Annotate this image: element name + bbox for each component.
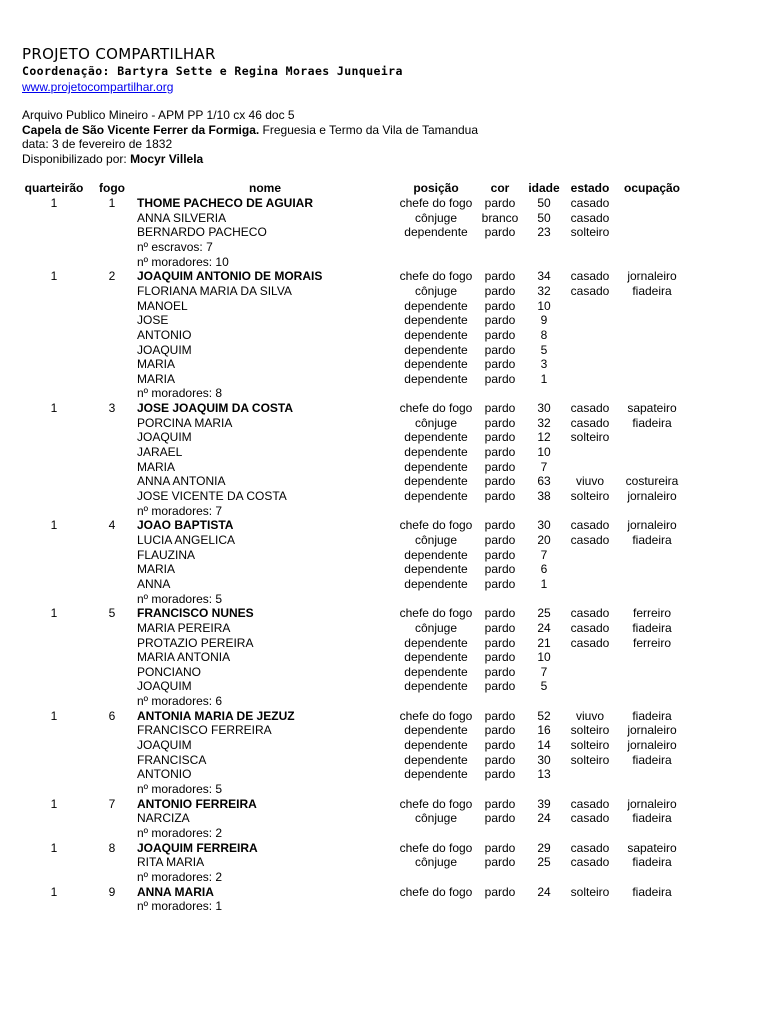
- cell-cor: pardo: [484, 342, 516, 357]
- household-head-row: [0, 518, 768, 532]
- cell-cor: pardo: [484, 313, 516, 328]
- cell-nome: nº moradores: 8: [137, 386, 223, 401]
- cell-ocupacao: fiadeira: [632, 884, 672, 899]
- household-member-row: [0, 372, 768, 386]
- cell-ocupacao: jornaleiro: [627, 518, 677, 533]
- cell-nome: ANNA SILVERIA: [137, 210, 227, 225]
- cell-cor: pardo: [484, 547, 516, 562]
- cell-estado: solteiro: [570, 752, 610, 767]
- cell-quarteirao: 1: [50, 708, 58, 723]
- cell-quarteirao: 1: [50, 401, 58, 416]
- cell-cor: pardo: [484, 811, 516, 826]
- cell-nome: MARIA: [137, 459, 176, 474]
- cell-posicao: chefe do fogo: [399, 840, 473, 855]
- cell-ocupacao: fiadeira: [632, 811, 672, 826]
- cell-posicao: dependente: [404, 767, 468, 782]
- cell-quarteirao: 1: [50, 796, 58, 811]
- cell-estado: casado: [570, 840, 610, 855]
- household-member-row: [0, 577, 768, 591]
- cell-fogo: 1: [108, 196, 116, 210]
- cell-posicao: cônjuge: [414, 855, 458, 870]
- household-member-row: [0, 679, 768, 693]
- cell-cor: pardo: [484, 752, 516, 767]
- cell-nome: PORCINA MARIA: [137, 415, 233, 430]
- cell-cor: pardo: [484, 664, 516, 679]
- cell-estado: solteiro: [570, 430, 610, 445]
- cell-nome: FRANCISCO NUNES: [137, 606, 254, 621]
- household-member-row: [0, 284, 768, 298]
- cell-idade: 30: [537, 518, 551, 533]
- household-member-row: [0, 474, 768, 488]
- cell-idade: 7: [540, 459, 548, 474]
- cell-fogo: 9: [108, 884, 116, 899]
- cell-idade: 32: [537, 415, 551, 430]
- cell-estado: casado: [570, 855, 610, 870]
- cell-cor: pardo: [484, 562, 516, 577]
- household-member-row: [0, 548, 768, 562]
- cell-cor: pardo: [484, 445, 516, 460]
- cell-posicao: dependente: [404, 547, 468, 562]
- cell-nome: JARAEL: [137, 445, 183, 460]
- cell-ocupacao: jornaleiro: [627, 738, 677, 753]
- col-quarteirao: quarteirão: [24, 181, 84, 195]
- cell-nome: JOAQUIM: [137, 342, 192, 357]
- cell-quarteirao: 1: [50, 606, 58, 621]
- household-member-row: [0, 299, 768, 313]
- archive-reference: Arquivo Publico Mineiro - APM PP 1/10 cx 46 doc 5: [22, 108, 295, 122]
- cell-cor: pardo: [484, 532, 516, 547]
- household-member-row: [0, 416, 768, 430]
- cell-fogo: 5: [108, 606, 116, 621]
- cell-nome: FRANCISCA: [137, 752, 207, 767]
- cell-idade: 32: [537, 283, 551, 298]
- cell-posicao: cônjuge: [414, 210, 458, 225]
- cell-posicao: dependente: [404, 371, 468, 386]
- household-head-row: [0, 401, 768, 415]
- household-head-row: [0, 841, 768, 855]
- cell-nome: FLORIANA MARIA DA SILVA: [137, 283, 292, 298]
- cell-posicao: cônjuge: [414, 620, 458, 635]
- cell-posicao: dependente: [404, 489, 468, 503]
- cell-fogo: 6: [108, 708, 116, 723]
- cell-nome: JOAQUIM ANTONIO DE MORAIS: [137, 269, 323, 284]
- household-member-row: [0, 225, 768, 239]
- cell-posicao: dependente: [404, 298, 468, 313]
- chapel-name: Capela de São Vicente Ferrer da Formiga.: [22, 123, 260, 137]
- cell-idade: 12: [537, 430, 551, 445]
- cell-idade: 5: [540, 679, 548, 694]
- cell-posicao: dependente: [404, 664, 468, 679]
- cell-cor: pardo: [484, 650, 516, 665]
- household-head-row: [0, 885, 768, 899]
- cell-idade: 24: [537, 620, 551, 635]
- household-member-row: [0, 723, 768, 737]
- cell-ocupacao: fiadeira: [632, 620, 672, 635]
- cell-fogo: 2: [108, 269, 116, 284]
- cell-nome: RITA MARIA: [137, 855, 205, 870]
- cell-posicao: dependente: [404, 430, 468, 445]
- household-note-row: [0, 504, 768, 518]
- cell-posicao: chefe do fogo: [399, 518, 473, 533]
- cell-posicao: cônjuge: [414, 283, 458, 298]
- cell-cor: pardo: [484, 855, 516, 870]
- cell-cor: pardo: [484, 767, 516, 782]
- cell-idade: 7: [540, 664, 548, 679]
- household-member-row: [0, 562, 768, 576]
- cell-fogo: 3: [108, 401, 116, 416]
- household-member-row: [0, 313, 768, 327]
- cell-idade: 3: [540, 357, 548, 372]
- cell-posicao: chefe do fogo: [399, 796, 473, 811]
- cell-posicao: dependente: [404, 635, 468, 650]
- household-member-row: [0, 738, 768, 752]
- cell-estado: solteiro: [570, 738, 610, 753]
- cell-posicao: dependente: [404, 313, 468, 328]
- cell-posicao: cônjuge: [414, 811, 458, 826]
- cell-cor: pardo: [484, 196, 516, 210]
- cell-idade: 13: [537, 767, 551, 782]
- cell-nome: JOAO BAPTISTA: [137, 518, 234, 533]
- cell-fogo: 7: [108, 796, 116, 811]
- household-note-row: [0, 592, 768, 606]
- household-member-row: [0, 445, 768, 459]
- cell-idade: 1: [540, 576, 548, 591]
- cell-idade: 6: [540, 562, 548, 577]
- cell-idade: 50: [537, 210, 551, 225]
- cell-estado: viuvo: [575, 708, 604, 723]
- household-member-row: [0, 430, 768, 444]
- cell-idade: 10: [537, 650, 551, 665]
- cell-nome: MANOEL: [137, 298, 188, 313]
- cell-cor: pardo: [484, 723, 516, 738]
- cell-idade: 10: [537, 445, 551, 460]
- household-head-row: [0, 606, 768, 620]
- project-title: PROJETO COMPARTILHAR: [22, 45, 216, 63]
- cell-idade: 10: [537, 298, 551, 313]
- cell-posicao: dependente: [404, 562, 468, 577]
- household-head-row: [0, 709, 768, 723]
- cell-nome: MARIA: [137, 562, 176, 577]
- cell-posicao: cônjuge: [414, 415, 458, 430]
- cell-idade: 16: [537, 723, 551, 738]
- household-note-row: [0, 386, 768, 400]
- cell-ocupacao: sapateiro: [627, 401, 677, 416]
- cell-nome: nº escravos: 7: [137, 239, 213, 254]
- cell-ocupacao: fiadeira: [632, 855, 672, 870]
- cell-estado: casado: [570, 269, 610, 284]
- household-member-row: [0, 636, 768, 650]
- cell-estado: casado: [570, 415, 610, 430]
- cell-nome: MARIA: [137, 357, 176, 372]
- household-member-row: [0, 665, 768, 679]
- cell-idade: 24: [537, 811, 551, 826]
- cell-nome: JOSE JOAQUIM DA COSTA: [137, 401, 294, 416]
- cell-nome: ANTONIO FERREIRA: [137, 796, 257, 811]
- household-member-row: [0, 753, 768, 767]
- cell-nome: MARIA ANTONIA: [137, 650, 231, 665]
- household-member-row: [0, 767, 768, 781]
- cell-idade: 39: [537, 796, 551, 811]
- cell-nome: ANTONIO: [137, 767, 192, 782]
- cell-cor: pardo: [484, 606, 516, 621]
- cell-cor: pardo: [484, 489, 516, 503]
- household-member-row: [0, 855, 768, 869]
- household-member-row: [0, 460, 768, 474]
- cell-cor: pardo: [484, 225, 516, 240]
- cell-ocupacao: fiadeira: [632, 752, 672, 767]
- cell-nome: ANNA ANTONIA: [137, 474, 226, 489]
- cell-ocupacao: jornaleiro: [627, 796, 677, 811]
- cell-estado: casado: [570, 620, 610, 635]
- cell-nome: NARCIZA: [137, 811, 190, 826]
- cell-idade: 9: [540, 313, 548, 328]
- cell-quarteirao: 1: [50, 196, 58, 210]
- cell-nome: JOSE VICENTE DA COSTA: [137, 489, 287, 503]
- household-note-row: [0, 826, 768, 840]
- cell-nome: nº moradores: 5: [137, 591, 223, 606]
- cell-estado: casado: [570, 532, 610, 547]
- cell-estado: casado: [570, 518, 610, 533]
- cell-ocupacao: jornaleiro: [627, 269, 677, 284]
- household-member-row: [0, 650, 768, 664]
- cell-nome: FRANCISCO FERREIRA: [137, 723, 272, 738]
- cell-nome: LUCIA ANGELICA: [137, 532, 236, 547]
- cell-nome: nº moradores: 6: [137, 694, 223, 709]
- cell-posicao: dependente: [404, 650, 468, 665]
- cell-estado: casado: [570, 401, 610, 416]
- cell-idade: 25: [537, 855, 551, 870]
- cell-ocupacao: fiadeira: [632, 708, 672, 723]
- cell-nome: FLAUZINA: [137, 547, 196, 562]
- cell-estado: solteiro: [570, 489, 610, 503]
- cell-nome: ANNA MARIA: [137, 884, 214, 899]
- col-ocupacao: ocupação: [623, 181, 680, 195]
- household-member-row: [0, 357, 768, 371]
- cell-cor: pardo: [484, 884, 516, 899]
- cell-quarteirao: 1: [50, 884, 58, 899]
- col-idade: idade: [528, 181, 560, 195]
- cell-ocupacao: ferreiro: [632, 635, 671, 650]
- cell-ocupacao: sapateiro: [627, 840, 677, 855]
- household-head-row: [0, 269, 768, 283]
- cell-nome: nº moradores: 7: [137, 503, 223, 518]
- available-by: [22, 152, 203, 166]
- cell-quarteirao: 1: [50, 269, 58, 284]
- cell-idade: 34: [537, 269, 551, 284]
- cell-ocupacao: jornaleiro: [627, 489, 677, 503]
- cell-nome: nº moradores: 2: [137, 825, 223, 840]
- cell-posicao: chefe do fogo: [399, 269, 473, 284]
- cell-nome: nº moradores: 2: [137, 869, 223, 884]
- cell-posicao: chefe do fogo: [399, 606, 473, 621]
- project-url-link[interactable]: www.projetocompartilhar.org: [22, 80, 174, 94]
- cell-idade: 23: [537, 225, 551, 240]
- cell-nome: PROTAZIO PEREIRA: [137, 635, 254, 650]
- cell-fogo: 4: [108, 518, 116, 533]
- cell-posicao: dependente: [404, 752, 468, 767]
- household-head-row: [0, 196, 768, 210]
- household-member-row: [0, 533, 768, 547]
- household-member-row: [0, 211, 768, 225]
- cell-idade: 30: [537, 401, 551, 416]
- parish-name: Freguesia e Termo da Vila de Tamandua: [259, 123, 479, 137]
- cell-posicao: dependente: [404, 445, 468, 460]
- cell-posicao: chefe do fogo: [399, 708, 473, 723]
- document-date: data: 3 de fevereiro de 1832: [22, 137, 173, 151]
- cell-estado: casado: [570, 210, 610, 225]
- cell-estado: solteiro: [570, 884, 610, 899]
- cell-posicao: dependente: [404, 474, 468, 489]
- cell-nome: JOAQUIM: [137, 679, 192, 694]
- cell-cor: pardo: [484, 738, 516, 753]
- cell-idade: 63: [537, 474, 551, 489]
- cell-fogo: 8: [108, 840, 116, 855]
- cell-estado: casado: [570, 283, 610, 298]
- cell-cor: pardo: [484, 430, 516, 445]
- cell-cor: pardo: [484, 840, 516, 855]
- cell-ocupacao: ferreiro: [632, 606, 671, 621]
- household-head-row: [0, 797, 768, 811]
- household-note-row: [0, 240, 768, 254]
- cell-nome: JOAQUIM FERREIRA: [137, 840, 258, 855]
- cell-idade: 5: [540, 342, 548, 357]
- cell-idade: 20: [537, 532, 551, 547]
- cell-estado: casado: [570, 811, 610, 826]
- cell-estado: casado: [570, 635, 610, 650]
- chapel-line: [22, 123, 478, 137]
- cell-quarteirao: 1: [50, 840, 58, 855]
- cell-estado: solteiro: [570, 225, 610, 240]
- cell-cor: pardo: [484, 474, 516, 489]
- cell-nome: ANNA: [137, 576, 171, 591]
- household-member-row: [0, 621, 768, 635]
- cell-cor: branco: [481, 210, 519, 225]
- cell-posicao: chefe do fogo: [399, 196, 473, 210]
- cell-nome: ANTONIO: [137, 327, 192, 342]
- cell-idade: 30: [537, 752, 551, 767]
- cell-quarteirao: 1: [50, 518, 58, 533]
- cell-cor: pardo: [484, 620, 516, 635]
- household-note-row: [0, 899, 768, 913]
- available-label: Disponibilizado por:: [22, 152, 131, 166]
- cell-cor: pardo: [484, 298, 516, 313]
- household-member-row: [0, 328, 768, 342]
- cell-idade: 29: [537, 840, 551, 855]
- cell-nome: nº moradores: 10: [137, 254, 229, 269]
- cell-ocupacao: fiadeira: [632, 415, 672, 430]
- cell-nome: MARIA PEREIRA: [137, 620, 231, 635]
- cell-posicao: dependente: [404, 576, 468, 591]
- cell-cor: pardo: [484, 518, 516, 533]
- cell-posicao: dependente: [404, 459, 468, 474]
- cell-cor: pardo: [484, 459, 516, 474]
- col-posicao: posição: [413, 181, 459, 195]
- cell-nome: nº moradores: 1: [137, 899, 223, 914]
- col-estado: estado: [570, 181, 610, 195]
- household-note-row: [0, 694, 768, 708]
- cell-nome: PONCIANO: [137, 664, 202, 679]
- cell-ocupacao: jornaleiro: [627, 723, 677, 738]
- household-note-row: [0, 870, 768, 884]
- cell-nome: ANTONIA MARIA DE JEZUZ: [137, 708, 295, 723]
- cell-estado: casado: [570, 796, 610, 811]
- cell-idade: 24: [537, 884, 551, 899]
- cell-idade: 8: [540, 327, 548, 342]
- cell-idade: 1: [540, 371, 548, 386]
- household-note-row: [0, 255, 768, 269]
- coordination-line: Coordenação: Bartyra Sette e Regina Moraes Junqueira: [22, 64, 403, 78]
- cell-posicao: chefe do fogo: [399, 401, 473, 416]
- cell-nome: JOAQUIM: [137, 430, 192, 445]
- cell-posicao: dependente: [404, 342, 468, 357]
- cell-ocupacao: costureira: [625, 474, 679, 489]
- cell-cor: pardo: [484, 796, 516, 811]
- cell-cor: pardo: [484, 576, 516, 591]
- cell-estado: solteiro: [570, 723, 610, 738]
- cell-cor: pardo: [484, 269, 516, 284]
- cell-cor: pardo: [484, 283, 516, 298]
- cell-nome: JOSE: [137, 313, 169, 328]
- cell-estado: casado: [570, 606, 610, 621]
- table-header: [0, 181, 768, 195]
- col-fogo: fogo: [99, 181, 125, 195]
- cell-nome: JOAQUIM: [137, 738, 192, 753]
- cell-ocupacao: fiadeira: [632, 283, 672, 298]
- cell-posicao: chefe do fogo: [399, 884, 473, 899]
- cell-posicao: cônjuge: [414, 532, 458, 547]
- cell-cor: pardo: [484, 357, 516, 372]
- cell-posicao: dependente: [404, 225, 468, 240]
- cell-cor: pardo: [484, 415, 516, 430]
- cell-idade: 38: [537, 489, 551, 503]
- cell-idade: 52: [537, 708, 551, 723]
- col-cor: cor: [490, 181, 510, 195]
- cell-nome: nº moradores: 5: [137, 782, 223, 796]
- cell-idade: 21: [537, 635, 551, 650]
- household-member-row: [0, 489, 768, 503]
- cell-nome: MARIA: [137, 371, 176, 386]
- household-note-row: [0, 782, 768, 796]
- cell-cor: pardo: [484, 327, 516, 342]
- cell-cor: pardo: [484, 401, 516, 416]
- cell-nome: BERNARDO PACHECO: [137, 225, 267, 240]
- cell-posicao: dependente: [404, 327, 468, 342]
- cell-cor: pardo: [484, 679, 516, 694]
- col-nome: nome: [248, 181, 281, 195]
- cell-posicao: dependente: [404, 357, 468, 372]
- cell-cor: pardo: [484, 371, 516, 386]
- cell-idade: 50: [537, 196, 551, 210]
- household-member-row: [0, 343, 768, 357]
- cell-cor: pardo: [484, 708, 516, 723]
- cell-idade: 25: [537, 606, 551, 621]
- cell-idade: 14: [537, 738, 551, 753]
- cell-estado: viuvo: [575, 474, 604, 489]
- available-name: Mocyr Villela: [130, 152, 204, 166]
- cell-cor: pardo: [484, 635, 516, 650]
- cell-idade: 7: [540, 547, 548, 562]
- household-member-row: [0, 811, 768, 825]
- cell-posicao: dependente: [404, 679, 468, 694]
- cell-estado: casado: [570, 196, 610, 210]
- cell-posicao: dependente: [404, 723, 468, 738]
- cell-nome: THOME PACHECO DE AGUIAR: [137, 196, 314, 210]
- cell-ocupacao: fiadeira: [632, 532, 672, 547]
- cell-posicao: dependente: [404, 738, 468, 753]
